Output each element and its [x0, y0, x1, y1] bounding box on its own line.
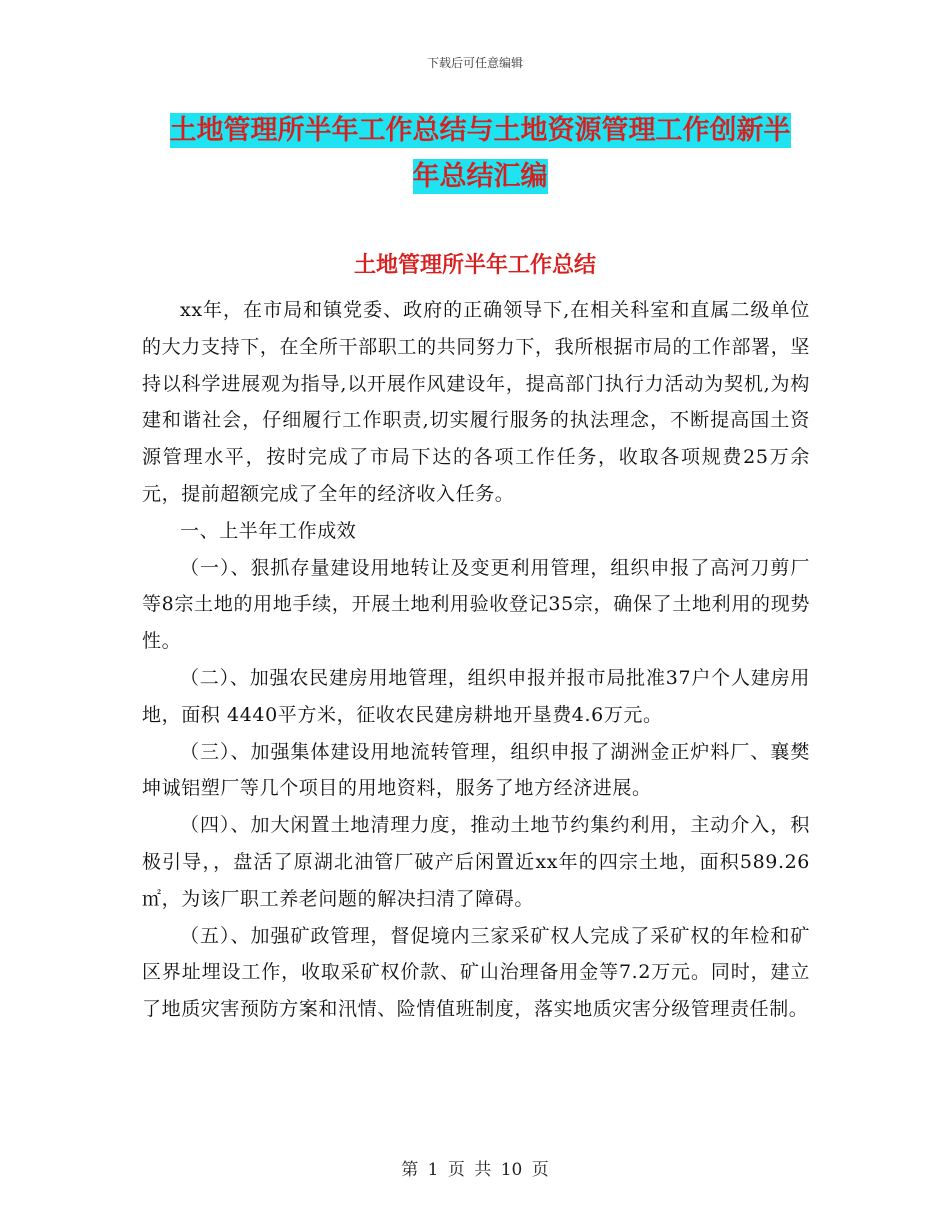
body-text: [142, 292, 810, 1028]
document-title: [140, 108, 820, 200]
heading-first-half-results: 一、上半年工作成效: [180, 519, 357, 542]
section-title: 土地管理所半年工作总结: [353, 253, 596, 278]
paragraph-item-5: （五）、加强矿政管理，督促境内三家采矿权人完成了采矿权的年检和矿区界址埋设工作，收取采矿权价款、矿山治理备用金等7.2万元。同时，建立了地质灾害预防方案和汛情、险情值班制度，落实地质灾害分级管理责任制。: [142, 924, 810, 1021]
document-title-line-1: 土地管理所半年工作总结与土地资源管理工作创新半: [169, 115, 791, 146]
paragraph-item-3: （三）、加强集体建设用地流转管理，组织申报了湖洲金正炉料厂、襄樊坤诚铝塑厂等几个项目的用地资料，服务了地方经济进展。: [142, 740, 810, 800]
header-note: 下载后可任意编辑: [426, 56, 523, 70]
paragraph-item-1: （一）、狠抓存量建设用地转让及变更利用管理，组织申报了高河刀剪厂等8宗土地的用地手续，开展土地利用验收登记35宗，确保了土地利用的现势性。: [142, 556, 810, 653]
document-title-line-2: 年总结汇编: [412, 161, 548, 192]
paragraph-item-4: （四）、加大闲置土地清理力度，推动土地节约集约利用，主动介入，积极引导，，盘活了原湖北油管厂破产后闲置近xx年的四宗土地，面积589.26㎡，为该厂职工养老问题的解决扫清了障碍。: [142, 814, 810, 910]
paragraph-intro: xx年，在市局和镇党委、政府的正确领导下,在相关科室和直属二级单位的大力支持下，在全所干部职工的共同努力下，我所根据市局的工作部署，坚持以科学进展观为指导,以开展作风建设年，提高部门执行力活动为契机,为构建和谐社会，仔细履行工作职责,切实履行服务的执法理念，不断提高国土资源管理水平，按时完成了市局下达的各项工作任务，收取各项规费25万余元，提前超额完成了全年的经济收入任务。: [142, 299, 810, 505]
paragraph-item-2: （二）、加强农民建房用地管理，组织申报并报市局批准37户个人建房用地，面积 4440平方米，征收农民建房耕地开垦费4.6万元。: [142, 666, 810, 726]
page-footer: 第 1 页 共 10 页: [401, 1160, 549, 1180]
